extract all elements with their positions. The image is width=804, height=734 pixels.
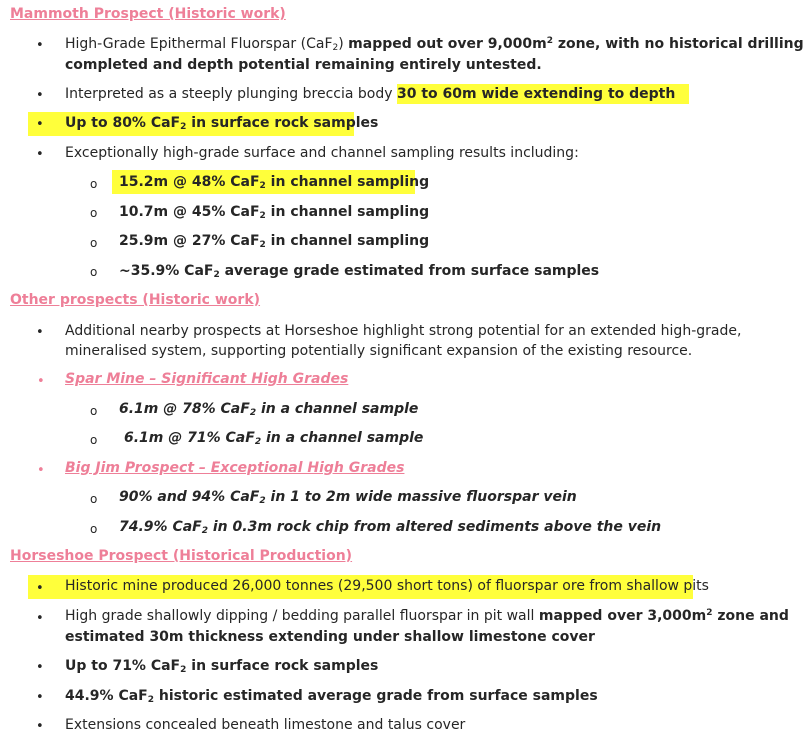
bullet-icon: • xyxy=(36,660,44,675)
list-item-horseshoe-2-line2: estimated 30m thickness extending under shallow limestone cover xyxy=(65,629,595,645)
list-item-mammoth-1: High-Grade Epithermal Fluorspar (CaF$_2$) mapped out over $9,000m^2$ zone, with no historical drilling xyxy=(65,36,804,53)
bullet-icon: • xyxy=(36,117,44,132)
list-item-other-1-line2: mineralised system, supporting potentially significant expansion of the existing resource. xyxy=(65,343,693,359)
list-item-mammoth-4: Exceptionally high-grade surface and channel sampling results including: xyxy=(65,145,579,161)
circle-bullet-icon: o xyxy=(90,265,98,279)
list-item-horseshoe-5: Extensions concealed beneath limestone and talus cover xyxy=(65,717,466,733)
sub-item-big-jim-1: 90% and 94% CaF$_2$ in 1 to 2m wide massive fluorspar vein xyxy=(119,489,577,506)
sub-item-mammoth-1: 15.2m @ 48% CaF$_2$ in channel sampling xyxy=(119,174,430,191)
bullet-icon: • xyxy=(37,463,45,478)
circle-bullet-icon: o xyxy=(90,492,98,506)
bullet-icon: • xyxy=(36,147,44,162)
bullet-icon: • xyxy=(36,88,44,103)
bullet-icon: • xyxy=(36,690,44,705)
list-item-horseshoe-3: Up to 71% CaF$_2$ in surface rock samples xyxy=(65,658,379,675)
circle-bullet-icon: o xyxy=(90,206,98,220)
circle-bullet-icon: o xyxy=(90,236,98,250)
list-item-mammoth-1-line2: completed and depth potential remaining entirely untested. xyxy=(65,57,542,73)
sub-heading-spar-mine: Spar Mine – Significant High Grades xyxy=(65,371,349,387)
sub-item-mammoth-4: ~35.9% CaF$_2$ average grade estimated from surface samples xyxy=(119,263,600,280)
bullet-icon: • xyxy=(36,38,44,53)
sub-item-spar-1: 6.1m @ 78% CaF$_2$ in a channel sample xyxy=(119,401,419,418)
sub-item-big-jim-2: 74.9% CaF$_2$ in 0.3m rock chip from altered sediments above the vein xyxy=(119,519,662,536)
list-item-horseshoe-2: High grade shallowly dipping / bedding parallel fluorspar in pit wall mapped over $3,000m^2$ zone and xyxy=(65,608,789,624)
bullet-icon: • xyxy=(36,325,44,340)
bullet-icon: • xyxy=(37,374,45,389)
circle-bullet-icon: o xyxy=(90,404,98,418)
list-item-mammoth-2: Interpreted as a steeply plunging breccia body 30 to 60m wide extending to depth xyxy=(65,86,689,102)
section-heading-horseshoe: Horseshoe Prospect (Historical Production) xyxy=(10,548,353,564)
circle-bullet-icon: o xyxy=(90,433,98,447)
circle-bullet-icon: o xyxy=(90,522,98,536)
list-item-other-1: Additional nearby prospects at Horseshoe highlight strong potential for an extended high-grade, xyxy=(65,323,742,339)
section-heading-other: Other prospects (Historic work) xyxy=(10,292,261,308)
circle-bullet-icon: o xyxy=(90,177,98,191)
list-item-mammoth-3: Up to 80% CaF$_2$ in surface rock samples xyxy=(65,115,379,132)
list-item-horseshoe-1: Historic mine produced 26,000 tonnes (29,500 short tons) of fluorspar ore from shallow pits xyxy=(65,578,709,594)
sub-item-mammoth-2: 10.7m @ 45% CaF$_2$ in channel sampling xyxy=(119,204,430,221)
list-item-horseshoe-4: 44.9% CaF$_2$ historic estimated average grade from surface samples xyxy=(65,688,598,705)
section-heading-mammoth: Mammoth Prospect (Historic work) xyxy=(10,6,286,22)
sub-heading-big-jim: Big Jim Prospect – Exceptional High Grades xyxy=(65,460,405,476)
bullet-icon: • xyxy=(36,719,44,734)
sub-item-mammoth-3: 25.9m @ 27% CaF$_2$ in channel sampling xyxy=(119,233,430,250)
sub-item-spar-2: 6.1m @ 71% CaF$_2$ in a channel sample xyxy=(124,430,424,447)
bullet-icon: • xyxy=(36,581,44,596)
bullet-icon: • xyxy=(36,611,44,626)
